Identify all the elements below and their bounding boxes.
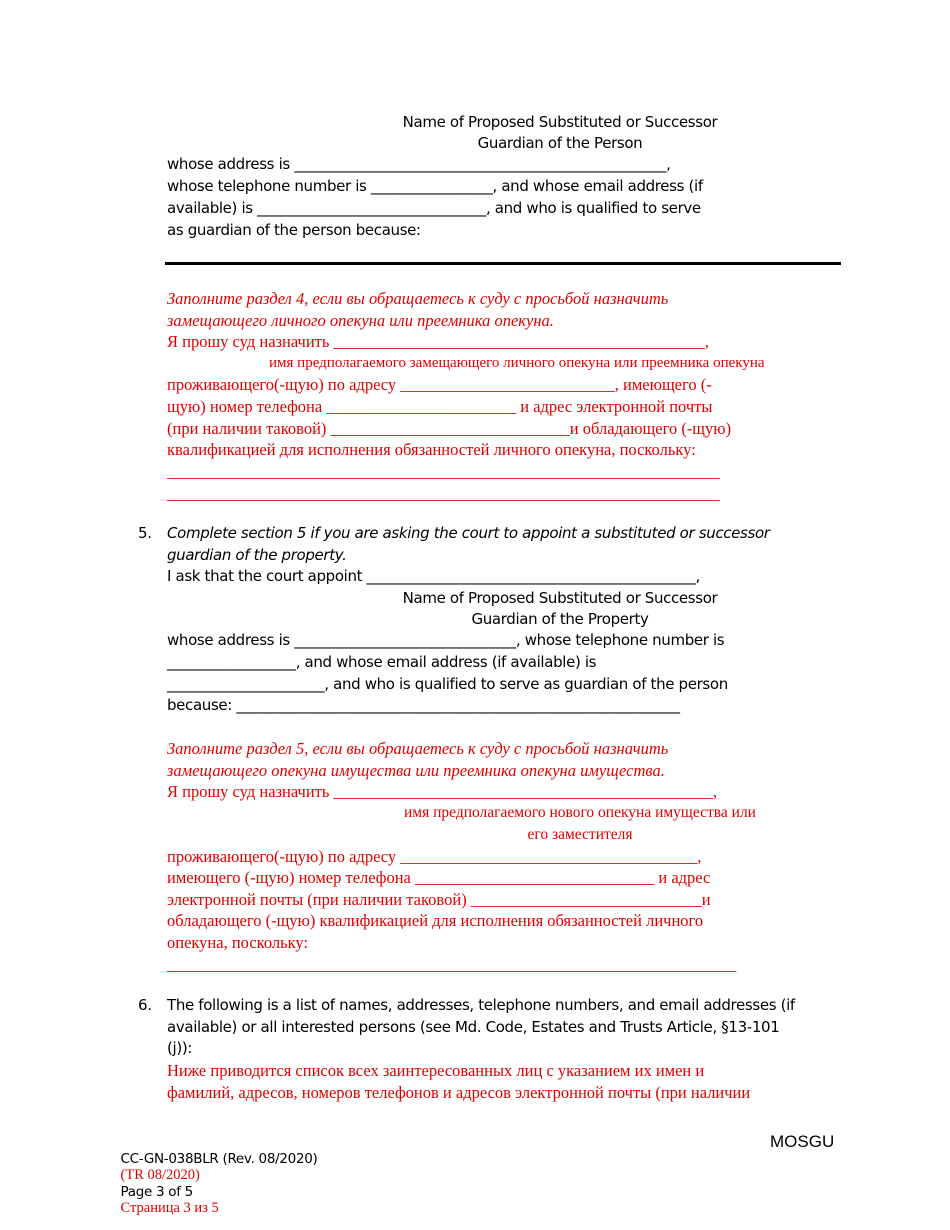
ru-instruction-4-line2: замещающего личного опекуна или преемника опекуна. [167, 311, 554, 330]
ru-reason-blank-2[interactable]: ___________________________________________________________________ [167, 484, 720, 503]
ru-property-telephone-line[interactable]: имеющего (-щую) номер телефона _____________________________ и адрес [167, 868, 711, 887]
ru-instruction-4-line1: Заполните раздел 4, если вы обращаетесь к суду с просьбой назначить [167, 289, 669, 308]
ru-section-6-line1: Ниже приводится список всех заинтересованных лиц с указанием их имен и [167, 1061, 705, 1080]
property-because-line[interactable]: because: ______________________________________________________________ [167, 696, 680, 714]
ru-caption-property-2: его заместителя [527, 826, 633, 843]
property-appoint-line[interactable]: I ask that the court appoint ______________________________________________, [167, 567, 700, 585]
property-telephone-line[interactable]: __________________, and whose email address (if available) is [167, 653, 597, 671]
ru-instruction-5-line2: замещающего опекуна имущества или преемника опекуна имущества. [167, 761, 665, 780]
ru-reason-blank-1[interactable]: ___________________________________________________________________ [167, 462, 720, 481]
section-6-line2: available) or all interested persons (see Md. Code, Estates and Trusts Article, §13-101 [167, 1018, 780, 1036]
section-5-instruction-line2: guardian of the property. [167, 546, 347, 564]
footer [113, 1136, 318, 1217]
telephone-email-line[interactable]: whose telephone number is _________________, and whose email address (if [167, 177, 703, 195]
ru-property-qualification-line2: опекуна, поскольку: [167, 933, 309, 952]
footer-translation-rev: (TR 08/2020) [120, 1167, 200, 1183]
section-5-number: 5. [138, 524, 152, 542]
section-6-line1: The following is a list of names, addresses, telephone numbers, and email addresses (if [167, 996, 795, 1014]
ru-telephone-line[interactable]: щую) номер телефона _______________________ и адрес электронной почты [167, 397, 713, 416]
ru-section-6-line2: фамилий, адресов, номеров телефонов и адресов электронной почты (при наличии [167, 1083, 751, 1102]
footer-page-ru: Страница 3 из 5 [120, 1200, 219, 1216]
ru-address-line[interactable]: проживающего(-щую) по адресу __________________________, имеющего (- [167, 375, 712, 394]
caption-guardian-name-property: Name of Proposed Substituted or Successor [402, 589, 718, 607]
property-email-line[interactable]: ______________________, and who is qualified to serve as guardian of the person [167, 675, 728, 693]
ru-property-reason-blank[interactable]: _____________________________________________________________________ [167, 955, 737, 974]
footer-page-en: Page 3 of 5 [120, 1184, 193, 1200]
footer-code: MOSGU [770, 1132, 835, 1151]
ru-appoint-line[interactable]: Я прошу суд назначить _____________________________________________, [167, 332, 709, 351]
ru-instruction-5-line1: Заполните раздел 5, если вы обращаетесь к суду с просьбой назначить [167, 739, 669, 758]
ru-property-appoint-line[interactable]: Я прошу суд назначить ______________________________________________, [167, 782, 718, 801]
email-qualified-line[interactable]: available) is ________________________________, and who is qualified to serve [167, 199, 701, 217]
caption-guardian-property: Guardian of the Property [471, 610, 649, 628]
section-6-line3: (j)): [167, 1039, 193, 1057]
section-6-number: 6. [138, 996, 152, 1014]
property-address-line[interactable]: whose address is _______________________________, whose telephone number is [167, 631, 725, 649]
caption-guardian-name-person: Name of Proposed Substituted or Successor [402, 113, 718, 131]
section-divider [165, 262, 841, 265]
ru-property-qualification-line1: обладающего (-щую) квалификацией для исполнения обязанностей личного [167, 911, 704, 930]
ru-property-email-line[interactable]: электронной почты (при наличии таковой) ____________________________и [167, 890, 711, 909]
ru-email-line[interactable]: (при наличии таковой) _____________________________и обладающего (-щую) [167, 419, 732, 438]
ru-caption-guardian-person: имя предполагаемого замещающего личного опекуна или преемника опекуна [269, 355, 765, 371]
ru-qualification-line: квалификацией для исполнения обязанностей личного опекуна, поскольку: [167, 440, 696, 459]
ru-property-address-line[interactable]: проживающего(-щую) по адресу ____________________________________, [167, 847, 702, 866]
footer-form-id: CC-GN-038BLR (Rev. 08/2020) [120, 1151, 318, 1167]
caption-guardian-person: Guardian of the Person [477, 134, 643, 152]
address-line[interactable]: whose address is ____________________________________________________, [167, 155, 671, 173]
section-5-instruction-line1: Complete section 5 if you are asking the court to appoint a substituted or successor [167, 524, 770, 542]
qualified-reason-line: as guardian of the person because: [167, 221, 421, 239]
ru-caption-property-1: имя предполагаемого нового опекуна имущества или [404, 804, 756, 821]
